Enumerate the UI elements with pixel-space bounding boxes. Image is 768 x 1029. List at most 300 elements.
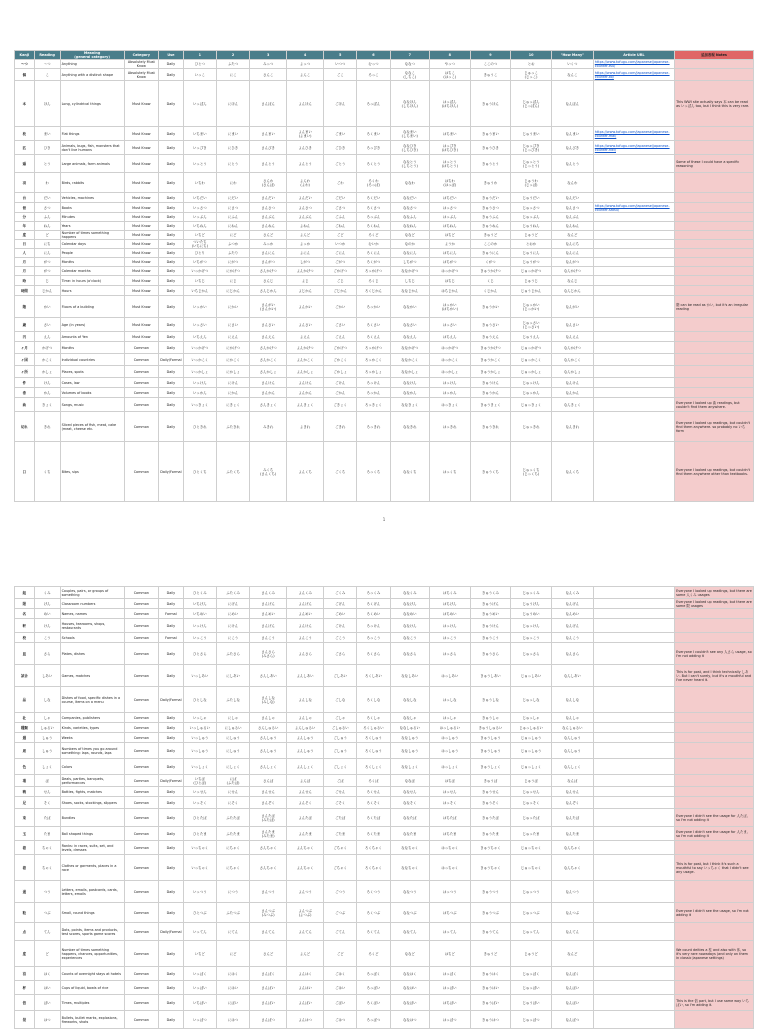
cell-kanji: 度 bbox=[15, 231, 35, 240]
column-header-n4[interactable]: 4 bbox=[287, 51, 324, 60]
column-header-kanji[interactable]: Kanji bbox=[15, 51, 35, 60]
cell-n9: きゅうかしょ bbox=[470, 366, 511, 378]
cell-article-url bbox=[593, 318, 674, 332]
cell-reading: わ bbox=[34, 173, 60, 193]
cell-kanji: 泊 bbox=[15, 967, 35, 981]
cell-article-url[interactable]: https://www.tofugu.com/japanese/japanese-counter-hiki/ bbox=[593, 141, 674, 155]
cell-meaning: Places, spots bbox=[60, 366, 124, 378]
cell-n8: はっしゅう bbox=[429, 743, 470, 759]
column-header-notes[interactable]: 追加表現 Notes bbox=[675, 51, 754, 60]
cell-n3: さんわ (さんば) bbox=[250, 173, 287, 193]
cell-use: Daily bbox=[159, 127, 184, 141]
cell-n2: にじかん bbox=[216, 286, 249, 296]
cell-reading: きれ bbox=[34, 412, 60, 442]
table-row bbox=[15, 141, 754, 155]
cell-article-url bbox=[593, 388, 674, 398]
cell-article-url bbox=[593, 995, 674, 1011]
cell-n6: ろくだい bbox=[357, 193, 390, 203]
cell-n7: ななしゃ bbox=[390, 713, 429, 723]
cell-n3: さんじかん bbox=[250, 286, 287, 296]
cell-n1: いっしゅるい bbox=[183, 723, 216, 733]
cell-n10: じゅっきれ bbox=[511, 412, 552, 442]
cell-kanji: 束 bbox=[15, 809, 35, 827]
cell-meaning: Flat things bbox=[60, 127, 124, 141]
cell-kanji: 限 bbox=[15, 599, 35, 609]
cell-n6: ろくそく bbox=[357, 797, 390, 809]
cell-n8: はっちゃく bbox=[429, 855, 470, 881]
cell-n6: ろっきれ bbox=[357, 412, 390, 442]
cell-n2: にしゃ bbox=[216, 713, 249, 723]
cell-article-url[interactable]: https://www.tofugu.com/japanese/japanese-counter-satsu/ bbox=[593, 203, 674, 213]
cell-use: Formal bbox=[159, 633, 184, 643]
cell-n1: いっせん bbox=[183, 787, 216, 797]
column-header-n7[interactable]: 7 bbox=[390, 51, 429, 60]
cell-n6: ろくば bbox=[357, 775, 390, 787]
cell-n4: よんしゅう bbox=[287, 743, 324, 759]
cell-n8: はっしゅるい bbox=[429, 723, 470, 733]
cell-n4: よんめい bbox=[287, 609, 324, 619]
cell-kanji: 階 bbox=[15, 296, 35, 318]
table-row bbox=[15, 231, 754, 240]
cell-n7: ななかげつ bbox=[390, 267, 429, 276]
cell-use: Daily bbox=[159, 267, 184, 276]
cell-n6: ろっけん bbox=[357, 378, 390, 388]
cell-n6: ろくど bbox=[357, 941, 390, 967]
cell-kanji: 本 bbox=[15, 81, 35, 127]
cell-reading: しょく bbox=[34, 759, 60, 775]
cell-how-many: なんえん bbox=[551, 332, 593, 342]
cell-n7: ななしあい bbox=[390, 665, 429, 687]
cell-n4: よんほん bbox=[287, 81, 324, 127]
cell-how-many: なんがつ bbox=[551, 258, 593, 267]
cell-n5: ごかこく bbox=[324, 354, 357, 366]
cell-n4: よじかん bbox=[287, 286, 324, 296]
cell-n1: ひとたば bbox=[183, 809, 216, 827]
cell-n2: にはつ bbox=[216, 1011, 249, 1029]
cell-article-url bbox=[593, 398, 674, 412]
cell-n3: さんきょく bbox=[250, 398, 287, 412]
cell-n4: よんしあい bbox=[287, 665, 324, 687]
cell-n9: きゅうつぶ bbox=[470, 903, 511, 923]
cell-how-many: なんかこく bbox=[551, 354, 593, 366]
cell-category: Must Know bbox=[124, 155, 158, 173]
cell-category: Common bbox=[124, 665, 158, 687]
cell-n1: いちわ bbox=[183, 173, 216, 193]
cell-category: Common bbox=[124, 342, 158, 354]
cell-n10: じゅっくみ bbox=[511, 587, 552, 599]
cell-article-url bbox=[593, 267, 674, 276]
cell-n8: はっそく bbox=[429, 797, 470, 809]
cell-kanji: 戦 bbox=[15, 787, 35, 797]
cell-article-url bbox=[593, 809, 674, 827]
cell-n9: きゅうしゅう bbox=[470, 733, 511, 743]
cell-article-url bbox=[593, 354, 674, 366]
table-row bbox=[15, 249, 754, 258]
cell-n3: みっつ bbox=[250, 60, 287, 69]
cell-n3: さんちゃく bbox=[250, 855, 287, 881]
cell-reading: たば bbox=[34, 809, 60, 827]
cell-n2: にわ bbox=[216, 173, 249, 193]
cell-n9: くがつ bbox=[470, 258, 511, 267]
cell-how-many: なんばい bbox=[551, 995, 593, 1011]
cell-n2: にど bbox=[216, 941, 249, 967]
cell-n8: はっぱく bbox=[429, 967, 470, 981]
table-row bbox=[15, 60, 754, 69]
cell-n9: きゅうしゅう bbox=[470, 743, 511, 759]
column-header-n1[interactable]: 1 bbox=[183, 51, 216, 60]
cell-n1: いっしあい bbox=[183, 665, 216, 687]
cell-n7: ななはい bbox=[390, 981, 429, 995]
cell-n6: ろっかげつ bbox=[357, 267, 390, 276]
cell-n2: にかげつ bbox=[216, 342, 249, 354]
cell-n5: ごしゃ bbox=[324, 713, 357, 723]
cell-n2: にはい bbox=[216, 981, 249, 995]
cell-n8: はちたま bbox=[429, 827, 470, 841]
cell-category: Common bbox=[124, 1011, 158, 1029]
cell-n3: さんつう bbox=[250, 881, 287, 903]
cell-n7: ななきょく bbox=[390, 398, 429, 412]
cell-n2: にそく bbox=[216, 797, 249, 809]
cell-article-url bbox=[593, 342, 674, 354]
cell-category: Must Know bbox=[124, 332, 158, 342]
cell-use: Daily bbox=[159, 173, 184, 193]
cell-article-url bbox=[593, 258, 674, 267]
cell-n9: ここのつ bbox=[470, 60, 511, 69]
cell-n3: さんぼん bbox=[250, 81, 287, 127]
cell-n6: ろっけん bbox=[357, 619, 390, 633]
cell-n3: さんさい bbox=[250, 318, 287, 332]
cell-use: Daily bbox=[159, 723, 184, 733]
cell-kanji: 杯 bbox=[15, 981, 35, 995]
cell-n5: ごしあい bbox=[324, 665, 357, 687]
cell-n1: いってん bbox=[183, 923, 216, 941]
cell-kanji: 切れ bbox=[15, 412, 35, 442]
cell-n5: ごほん bbox=[324, 81, 357, 127]
cell-n4: よんさい bbox=[287, 318, 324, 332]
cell-n2: にきょく bbox=[216, 398, 249, 412]
cell-n3: さんがつ bbox=[250, 258, 287, 267]
cell-n2: ふたくみ bbox=[216, 587, 249, 599]
cell-n5: ごしな bbox=[324, 687, 357, 713]
table-row bbox=[15, 723, 754, 733]
cell-n3: さんめい bbox=[250, 609, 287, 619]
cell-n8: はちまい bbox=[429, 127, 470, 141]
cell-use: Daily bbox=[159, 619, 184, 633]
cell-notes bbox=[675, 354, 754, 366]
cell-reading: けん bbox=[34, 619, 60, 633]
cell-n8: はっかん bbox=[429, 388, 470, 398]
cell-n6: ろくしゃ bbox=[357, 713, 390, 723]
cell-how-many: なんかげつ bbox=[551, 342, 593, 354]
table-row bbox=[15, 173, 754, 193]
cell-n2: にちゃく bbox=[216, 855, 249, 881]
cell-meaning: Dots, points, items and products, test scores, sports game scores bbox=[60, 923, 124, 941]
cell-category: Must Know bbox=[124, 318, 158, 332]
cell-n9: きゅうさら bbox=[470, 643, 511, 665]
table-row bbox=[15, 665, 754, 687]
cell-meaning: Number of times something happens bbox=[60, 231, 124, 240]
cell-n4: よんこ bbox=[287, 69, 324, 81]
cell-article-url bbox=[593, 286, 674, 296]
cell-notes bbox=[675, 619, 754, 633]
table-row bbox=[15, 633, 754, 643]
cell-n2: にほん bbox=[216, 81, 249, 127]
cell-n6: ろくたま bbox=[357, 827, 390, 841]
cell-n3: さんぱつ bbox=[250, 1011, 287, 1029]
cell-n1: いっかん bbox=[183, 388, 216, 398]
cell-n8: はっかこく bbox=[429, 354, 470, 366]
cell-n8: はっかげつ bbox=[429, 267, 470, 276]
column-header-article-url[interactable]: Article URL bbox=[593, 51, 674, 60]
column-header-how-many[interactable]: "How Many" bbox=[551, 51, 593, 60]
cell-kanji: 日 bbox=[15, 240, 35, 249]
cell-use: Daily/Formal bbox=[159, 442, 184, 502]
cell-n4: よんしょく bbox=[287, 759, 324, 775]
cell-use: Daily bbox=[159, 665, 184, 687]
cell-n9: きゅうだい bbox=[470, 193, 511, 203]
cell-use: Daily/Formal bbox=[159, 687, 184, 713]
cell-n9: きゅうきょく bbox=[470, 398, 511, 412]
cell-n7: ななじかん bbox=[390, 286, 429, 296]
cell-n9: きゅうつう bbox=[470, 881, 511, 903]
cell-kanji: 倍 bbox=[15, 995, 35, 1011]
cell-n9: きゅうど bbox=[470, 941, 511, 967]
column-header-n10[interactable]: 10 bbox=[511, 51, 552, 60]
cell-n6: ろくさら bbox=[357, 643, 390, 665]
cell-n2: ふたさら bbox=[216, 643, 249, 665]
cell-kanji: 組 bbox=[15, 587, 35, 599]
cell-n3: さんじ bbox=[250, 276, 287, 286]
cell-n5: ごば bbox=[324, 775, 357, 787]
cell-article-url[interactable]: https://www.tofugu.com/japanese/japanese-counter-tsu/ bbox=[593, 60, 674, 69]
cell-article-url bbox=[593, 378, 674, 388]
cell-reading: てん bbox=[34, 923, 60, 941]
cell-n8: はっけん bbox=[429, 378, 470, 388]
cell-meaning: Bites, sips bbox=[60, 442, 124, 502]
cell-n10: じゅっつぶ bbox=[511, 903, 552, 923]
cell-article-url bbox=[593, 155, 674, 173]
cell-n4: よんせん bbox=[287, 787, 324, 797]
cell-n5: ごしゅう bbox=[324, 743, 357, 759]
table-row bbox=[15, 981, 754, 995]
cell-n3: さんつぶ (みつぶ) bbox=[250, 903, 287, 923]
cell-n6: ろくにん bbox=[357, 249, 390, 258]
cell-reading: とう bbox=[34, 155, 60, 173]
cell-notes: Some of these I could have a specific reasoning bbox=[675, 155, 754, 173]
table-row bbox=[15, 286, 754, 296]
cell-n10: じゅうまい bbox=[511, 127, 552, 141]
cell-n5: ごめい bbox=[324, 609, 357, 619]
cell-kanji: 校 bbox=[15, 633, 35, 643]
cell-category: Common bbox=[124, 354, 158, 366]
cell-n2: にかしょ bbox=[216, 366, 249, 378]
table-row bbox=[15, 687, 754, 713]
cell-notes: This is for post, and I think technically しあい. But I can't surely, but it's a mouthful and I've never heard it. bbox=[675, 665, 754, 687]
cell-n4: よんたま bbox=[287, 827, 324, 841]
cell-n2: にがつ bbox=[216, 258, 249, 267]
cell-n7: ななど bbox=[390, 231, 429, 240]
cell-n6: ろっぱい bbox=[357, 981, 390, 995]
cell-meaning: Books bbox=[60, 203, 124, 213]
cell-article-url[interactable]: https://www.tofugu.com/japanese/japanese-counter-ko/ bbox=[593, 69, 674, 81]
cell-n8: はちげん bbox=[429, 599, 470, 609]
cell-notes: This WWI site actually says 本 can be read as いっぽん too, but I think this is very rare. bbox=[675, 81, 754, 127]
cell-kanji: 年 bbox=[15, 222, 35, 231]
cell-reading: ほん bbox=[34, 81, 60, 127]
cell-n1: いちねん bbox=[183, 222, 216, 231]
cell-notes bbox=[675, 797, 754, 809]
cell-category: Common bbox=[124, 903, 158, 923]
table-row bbox=[15, 193, 754, 203]
cell-n4: よんはい bbox=[287, 981, 324, 995]
cell-use: Daily bbox=[159, 332, 184, 342]
cell-article-url bbox=[593, 941, 674, 967]
cell-n9: きゅうしな bbox=[470, 687, 511, 713]
cell-n5: ごはつ bbox=[324, 1011, 357, 1029]
cell-n6: ろっこ bbox=[357, 69, 390, 81]
cell-meaning: Birds, rabbits bbox=[60, 173, 124, 193]
cell-notes bbox=[675, 609, 754, 619]
cell-notes bbox=[675, 723, 754, 733]
cell-n8: はっしな bbox=[429, 687, 470, 713]
cell-article-url bbox=[593, 923, 674, 941]
cell-category: Must Know bbox=[124, 193, 158, 203]
cell-article-url bbox=[593, 213, 674, 222]
cell-n7: ななかげつ bbox=[390, 342, 429, 354]
cell-n3: さんしな (みしな) bbox=[250, 687, 287, 713]
table-row bbox=[15, 609, 754, 619]
table-row bbox=[15, 354, 754, 366]
cell-n2: につう bbox=[216, 881, 249, 903]
cell-notes bbox=[675, 759, 754, 775]
column-header-n2[interactable]: 2 bbox=[216, 51, 249, 60]
cell-n10: じゅうえん bbox=[511, 332, 552, 342]
cell-category: Common bbox=[124, 809, 158, 827]
column-header-n9[interactable]: 9 bbox=[470, 51, 511, 60]
cell-n7: ななかい bbox=[390, 296, 429, 318]
cell-n7: ななかこく bbox=[390, 354, 429, 366]
column-header-n3[interactable]: 3 bbox=[250, 51, 287, 60]
cell-kanji: 周 bbox=[15, 743, 35, 759]
cell-n4: よんど bbox=[287, 231, 324, 240]
cell-how-many: なんげん bbox=[551, 619, 593, 633]
cell-n5: ごつう bbox=[324, 881, 357, 903]
cell-meaning: Age (in years) bbox=[60, 318, 124, 332]
cell-article-url bbox=[593, 240, 674, 249]
cell-n1: いちど bbox=[183, 231, 216, 240]
column-header-n6[interactable]: 6 bbox=[357, 51, 390, 60]
cell-reading: くち bbox=[34, 442, 60, 502]
cell-n10: じゅっしあい bbox=[511, 665, 552, 687]
cell-use: Daily bbox=[159, 827, 184, 841]
cell-n2: にねん bbox=[216, 222, 249, 231]
page-number: 1 bbox=[382, 517, 386, 522]
cell-n9: きゅうはく bbox=[470, 967, 511, 981]
cell-n8: はちこ (はっこ) bbox=[429, 69, 470, 81]
cell-category: Common bbox=[124, 609, 158, 619]
cell-n10: じゅっさら bbox=[511, 643, 552, 665]
cell-n4: よんしな bbox=[287, 687, 324, 713]
page-2 bbox=[14, 586, 754, 1029]
cell-use: Daily bbox=[159, 809, 184, 827]
cell-n3: みくち (さんくち) bbox=[250, 442, 287, 502]
column-header-n8[interactable]: 8 bbox=[429, 51, 470, 60]
cell-n7: ななばい bbox=[390, 995, 429, 1011]
column-header-category[interactable]: Category bbox=[124, 51, 158, 60]
cell-use: Daily bbox=[159, 995, 184, 1011]
cell-n10: じゅっこ (じっこ) bbox=[511, 69, 552, 81]
cell-n1: ひとくち bbox=[183, 442, 216, 502]
cell-notes: Everyone I couldn't see any 人さら usage, so I'm not adding it bbox=[675, 643, 754, 665]
cell-n7: ななたま bbox=[390, 827, 429, 841]
cell-n10: じゅっちゃく bbox=[511, 855, 552, 881]
cell-n5: ごかげつ bbox=[324, 267, 357, 276]
cell-n10: じゅっかげつ bbox=[511, 267, 552, 276]
cell-n9: きゅうとう bbox=[470, 155, 511, 173]
cell-article-url bbox=[593, 881, 674, 903]
cell-reading: にち bbox=[34, 240, 60, 249]
cell-n2: にしあい bbox=[216, 665, 249, 687]
column-header-use[interactable]: Use bbox=[159, 51, 184, 60]
cell-n8: はっぷん bbox=[429, 213, 470, 222]
cell-n3: さんば bbox=[250, 775, 287, 787]
cell-meaning: Houses, tearooms, shops, restaurants bbox=[60, 619, 124, 633]
cell-article-url[interactable]: https://www.tofugu.com/japanese/japanese-counter-mai/ bbox=[593, 127, 674, 141]
cell-n2: にかげつ bbox=[216, 267, 249, 276]
table-row bbox=[15, 203, 754, 213]
cell-notes bbox=[675, 286, 754, 296]
column-header-reading[interactable]: Reading bbox=[34, 51, 60, 60]
cell-n7: ななわ bbox=[390, 173, 429, 193]
cell-n3: さんばい bbox=[250, 995, 287, 1011]
cell-kanji: 歳 bbox=[15, 318, 35, 332]
cell-kanji: 種類 bbox=[15, 723, 35, 733]
cell-n4: よんかん bbox=[287, 388, 324, 398]
cell-how-many: なんにち bbox=[551, 240, 593, 249]
cell-n2: にさい bbox=[216, 318, 249, 332]
cell-reading: にん bbox=[34, 249, 60, 258]
cell-notes: We count deities a 柱 and also with 体, so it's very rare nowadays (and only on them in classic Japanese settings) bbox=[675, 941, 754, 967]
cell-n3: さんだい bbox=[250, 193, 287, 203]
column-header-meaning[interactable]: Meaning (general category) bbox=[60, 51, 124, 60]
cell-meaning: Small, round things bbox=[60, 903, 124, 923]
cell-n8: はっしあい bbox=[429, 665, 470, 687]
cell-n6: ろくど bbox=[357, 231, 390, 240]
cell-reading: じかん bbox=[34, 286, 60, 296]
cell-use: Daily/Formal bbox=[159, 775, 184, 787]
cell-how-many: なんけん bbox=[551, 378, 593, 388]
cell-n8: はっかしょ bbox=[429, 366, 470, 378]
cell-n2: にど bbox=[216, 231, 249, 240]
cell-n7: ななねん bbox=[390, 222, 429, 231]
page-1 bbox=[14, 50, 754, 502]
table-row bbox=[15, 267, 754, 276]
cell-kanji: 台 bbox=[15, 193, 35, 203]
cell-n7: ななはつ bbox=[390, 1011, 429, 1029]
table-row bbox=[15, 1011, 754, 1029]
column-header-n5[interactable]: 5 bbox=[324, 51, 357, 60]
cell-n6: ろくつぶ bbox=[357, 903, 390, 923]
cell-n9: きゅうかん bbox=[470, 388, 511, 398]
cell-n5: ごど bbox=[324, 231, 357, 240]
cell-n6: ろくしゅるい bbox=[357, 723, 390, 733]
cell-n3: さんまい bbox=[250, 127, 287, 141]
cell-n10: じゅっさつ bbox=[511, 203, 552, 213]
cell-n5: ごど bbox=[324, 941, 357, 967]
cell-notes: Everyone I looked up readings, but there are some 限 usages bbox=[676, 599, 752, 608]
cell-n9: きゅうしょく bbox=[470, 759, 511, 775]
cell-n1: いっぷん bbox=[183, 213, 216, 222]
